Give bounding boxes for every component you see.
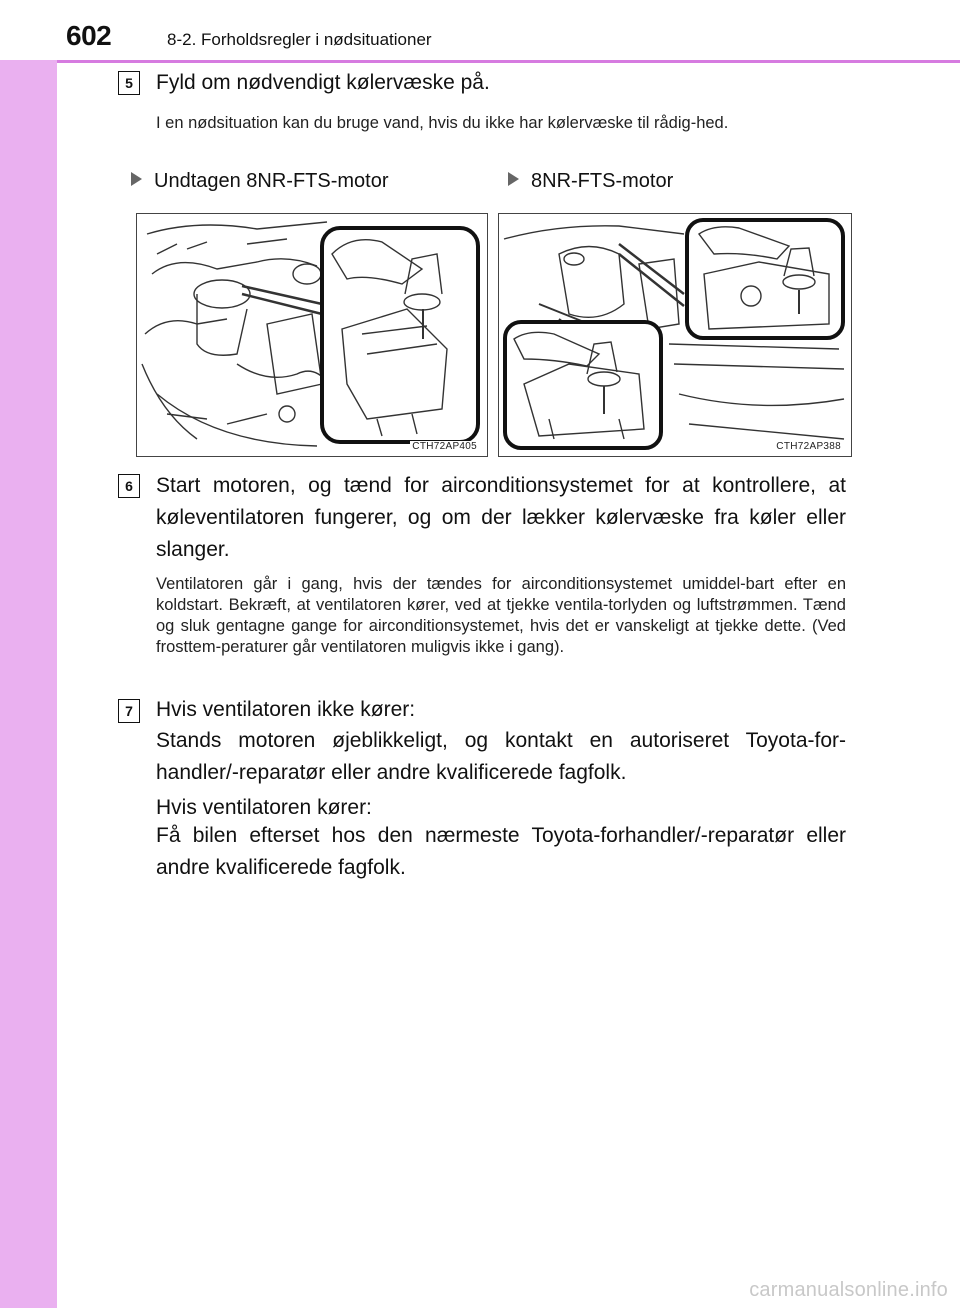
step-5-heading: Fyld om nødvendigt kølervæske på. [156,71,490,94]
step-5-badge: 5 [118,71,140,95]
step-5-note: I en nødsituation kan du bruge vand, hvis du ikke har kølervæske til rådig-hed. [156,114,729,132]
figure-1-label [131,170,389,193]
figure-2-code: CTH72AP388 [776,441,841,452]
header-rule [57,60,960,63]
step-6-heading: Start motoren, og tænd for airconditionsystemet for at kontrollere, at køleventilatoren fungerer, og om der lækker kølervæske fra køler eller slanger. [156,474,846,561]
step-7-badge: 7 [118,699,140,723]
section-title: 8-2. Forholdsregler i nødsituationer [167,30,432,49]
engine-bay-illustration-1 [137,214,487,456]
triangle-bullet-icon [131,172,142,186]
figure-2-engine-illustration [498,213,852,457]
step-6-note: Ventilatoren går i gang, hvis der tændes for airconditionsystemet umiddel-bart efter en koldstart. Bekræft, at ventilatoren kører, ved at tjekke ventila-torlyden og luftstrømmen. Tænd og sluk gentagne gange for airconditionsystemet, hvis det er vanskeligt at tjekke dette. (Ved frosttem-peraturer går ventilatoren muligvis ikke i gang). [156,575,846,656]
step-7-heading-d: Få bilen efterset hos den nærmeste Toyota-forhandler/-reparatør eller andre kvalificerede fagfolk. [156,824,846,879]
figure-1-engine-illustration [136,213,488,457]
step-7-heading-b: Stands motoren øjeblikkeligt, og kontakt en autoriseret Toyota-for-handler/-reparatør eller andre kvalificerede fagfolk. [156,729,846,784]
page-number: 602 [66,20,112,51]
watermark: carmanualsonline.info [749,1279,948,1301]
figure-2-label [508,170,673,193]
figure-2-label-text: 8NR-FTS-motor [531,170,674,192]
engine-bay-illustration-2 [499,214,851,456]
figure-1-label-text: Undtagen 8NR-FTS-motor [154,170,389,192]
triangle-bullet-icon [508,172,519,186]
side-color-band [0,0,57,1308]
step-7-heading-c: Hvis ventilatoren kører: [156,796,372,819]
figure-1-code: CTH72AP405 [412,441,477,452]
header-band [0,0,960,60]
step-6-badge: 6 [118,474,140,498]
step-7-heading-a: Hvis ventilatoren ikke kører: [156,698,416,721]
